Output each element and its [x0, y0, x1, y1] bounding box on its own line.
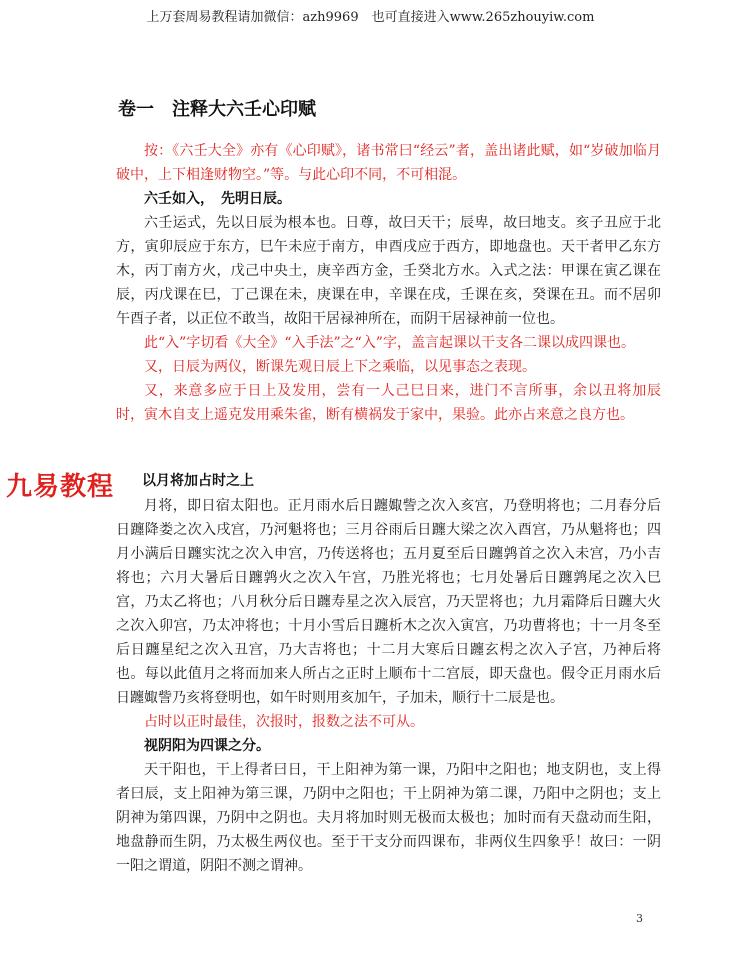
- editor-note: 又，日辰为两仪，断课先观日辰上下之乘临，以见事态之表现。: [144, 359, 536, 375]
- page-number: 3: [636, 912, 643, 925]
- commentary-paragraph: 月将，即日宿太阳也。正月雨水后日躔娵訾之次入亥宫，乃登明将也；二月春分后日躔降娄之次入戌宫，乃河魁将也；三月谷雨后日躔大梁之次入酉宫，乃从魁将也；四月小满后日躔实沈之次入申宫，乃传送将也；五月夏至后日躔鹑首之次入未宫，乃小吉将也；六月大暑后日躔鹑火之次入午宫，乃胜光将也；七月处暑后日躔鹑尾之次入巳宫，乃太乙将也；八月秋分后日躔寿星之次入辰宫，乃天罡将也；九月霜降后日躔大火之次入卯宫，乃太冲将也；十月小雪后日躔析木之次入寅宫，乃功曹将也；十一月冬至后日躔星纪之次入丑宫，乃大吉将也；十二月大寒后日躔玄枵之次入子宫，乃神后将也。每以此值月之将而加来人所占之正时上顺布十二宫辰，即天盘也。假令正月雨水后日躔娵訾乃亥将登明也，如午时则用亥加午，子加未，顺行十二辰是也。: [116, 498, 661, 706]
- verse-heading: 以月将加占时之上: [142, 473, 254, 489]
- verse-heading: 六壬如入， 先明日辰。: [144, 191, 291, 207]
- verse-heading: 视阴阳为四课之分。: [144, 738, 270, 754]
- editor-note: 此“入”字切看《大全》“入手法”之“入”字，盖言起课以干支各二课以成四课也。: [144, 335, 635, 351]
- editor-note: 占时以正时最佳，次报时，报数之法不可从。: [144, 714, 424, 730]
- editor-note: 又，来意多应于日上及发用，尝有一人己巳日来，进门不言所事，余以丑将加辰时，寅木自支上遥克发用乘朱雀，断有横祸发于家中，果验。此亦占来意之良方也。: [116, 383, 661, 423]
- watermark-logo: 九易教程: [6, 472, 115, 502]
- page-header: 上万套周易教程请加微信：azh9969 也可直接进入www.265zhouyiw.com: [146, 10, 595, 25]
- chapter-title: 卷一 注释大六壬心印赋: [118, 99, 316, 120]
- commentary-paragraph: 天干阳也，干上得者曰日，干上阳神为第一课，乃阳中之阳也；地支阴也，支上得者曰辰，支上阳神为第三课，乃阴中之阳也；干上阴神为第二课，乃阳中之阴也；支上阴神为第四课，乃阴中之阴也。夫月将加时则无极而太极也；加时而有天盘动而生阳，地盘静而生阴，乃太极生两仪也。至于干支分而四课布，非两仪生四象乎！故曰：一阴一阳之谓道，阴阳不测之谓神。: [116, 762, 661, 874]
- section-two: [116, 494, 661, 878]
- commentary-paragraph: 六壬运式，先以日辰为根本也。日尊，故曰天干；辰卑，故曰地支。亥子丑应于北方，寅卯辰应于东方，巳午未应于南方，申酉戌应于西方，即地盘也。天干者甲乙东方木，丙丁南方火，戊己中央土，庚辛西方金，壬癸北方水。入式之法：甲课在寅乙课在辰，丙戊课在巳，丁己课在未，庚课在申，辛课在戌，壬课在亥，癸课在丑。而不居卯午酉子者，以正位不敢当，故阳干居禄神所在，而阴干居禄神前一位也。: [116, 215, 661, 327]
- editor-note: 按：《六壬大全》亦有《心印赋》，诸书常曰“经云”者，盖出诸此赋，如“岁破加临月破中，上下相逢财物空。”等。与此心印不同，不可相混。: [116, 143, 661, 183]
- section-one: [116, 139, 661, 427]
